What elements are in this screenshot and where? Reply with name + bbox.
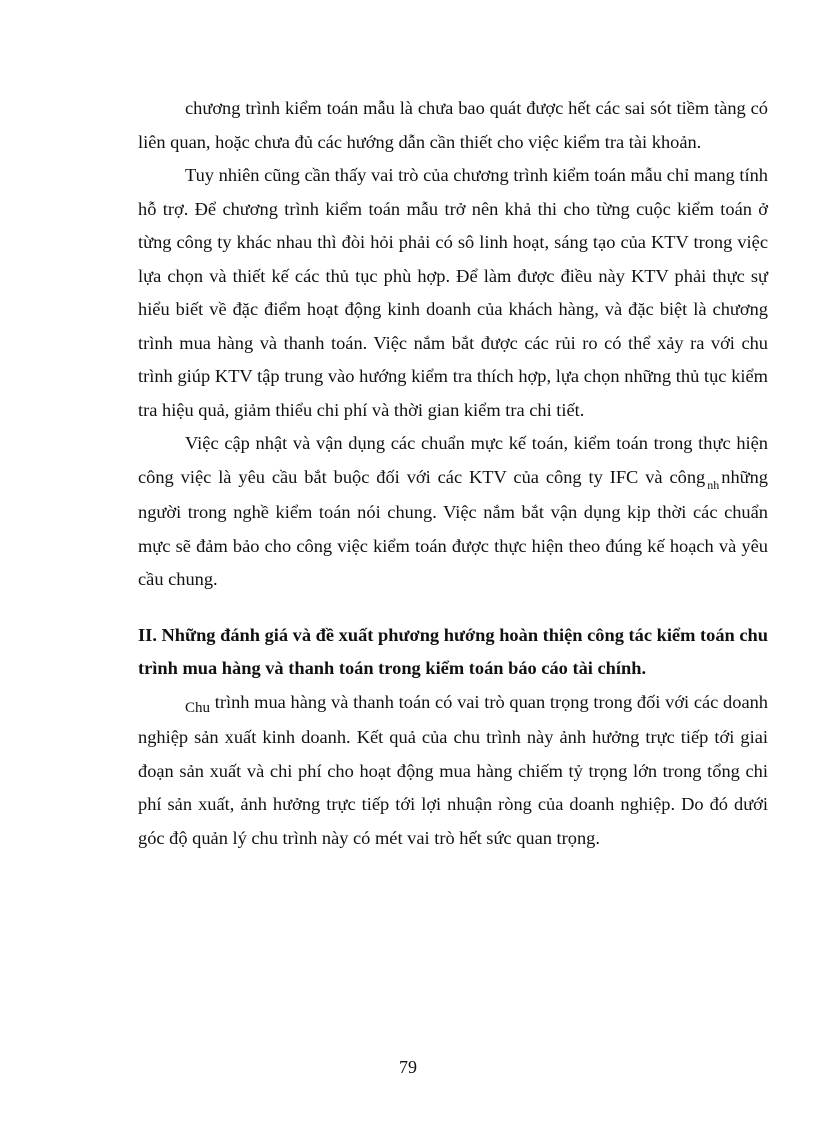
paragraph-3-start: Việc cập nhật và vận dụng các chuẩn mực kế toán, kiểm toán trong thực hiện công việc là yêu cầu bắt buộc đối với các KTV của công ty IFC và công — [138, 433, 768, 487]
paragraph-3-fragment: nh — [707, 477, 720, 492]
section-heading: II. Những đánh giá và đề xuất phương hướng hoàn thiện công tác kiểm toán chu trình mua hàng và thanh toán trong kiểm toán báo cáo tài chính. — [138, 624, 768, 678]
paragraph-1: chương trình kiểm toán mẫu là chưa bao quát được hết các sai sót tiềm tàng có liên quan, hoặc chưa đủ các hướng dẫn cần thiết cho việc kiểm tra tài khoản. — [138, 98, 768, 152]
paragraph-4 — [138, 686, 768, 856]
paragraph-3-end: những người trong nghề kiểm toán nói chung. Việc nắm bắt vận dụng kịp thời các chuẩn mực sẽ đảm bảo cho công việc kiểm toán được thực hiện theo đúng kế hoạch và yêu cầu chung. — [138, 466, 768, 589]
page-number: 79 — [399, 1057, 417, 1077]
paragraph-4-first-word: Chu — [185, 699, 211, 716]
document-page — [138, 92, 768, 855]
paragraph-2: Tuy nhiên cũng cần thấy vai trò của chương trình kiểm toán mẫu chỉ mang tính hỗ trợ. Để chương trình kiểm toán mẫu trở nên khả thi cho từng cuộc kiểm toán ở từng công ty khác nhau thì đòi hỏi phải có sô linh hoạt, sáng tạo của KTV trong việc lựa chọn và thiết kế các thủ tục phù hợp. Để làm được điều này KTV phải thực sự hiểu biết về đặc điểm hoạt động kinh doanh của khách hàng, và đặc biệt là chương trình mua hàng và thanh toán. Việc nắm bắt được các rủi ro có thể xảy ra với chu trình giúp KTV tập trung vào hướng kiểm tra thích hợp, lựa chọn những thủ tục kiểm tra hiệu quả, giảm thiểu chi phí và thời gian kiểm tra chi tiết. — [138, 165, 768, 420]
paragraph-4-rest: trình mua hàng và thanh toán có vai trò quan trọng trong đối với các doanh nghiệp sản xuất kinh doanh. Kết quả của chu trình này ảnh hưởng trực tiếp tới giai đoạn sản xuất và chi phí cho hoạt động mua hàng chiếm tỷ trọng lớn trong tổng chi phí sản xuất, ảnh hưởng trực tiếp tới lợi nhuận ròng của doanh nghiệp. Do đó dưới góc độ quản lý chu trình này có mét vai trò hết sức quan trọng. — [138, 691, 768, 848]
paragraph-3 — [138, 427, 768, 597]
